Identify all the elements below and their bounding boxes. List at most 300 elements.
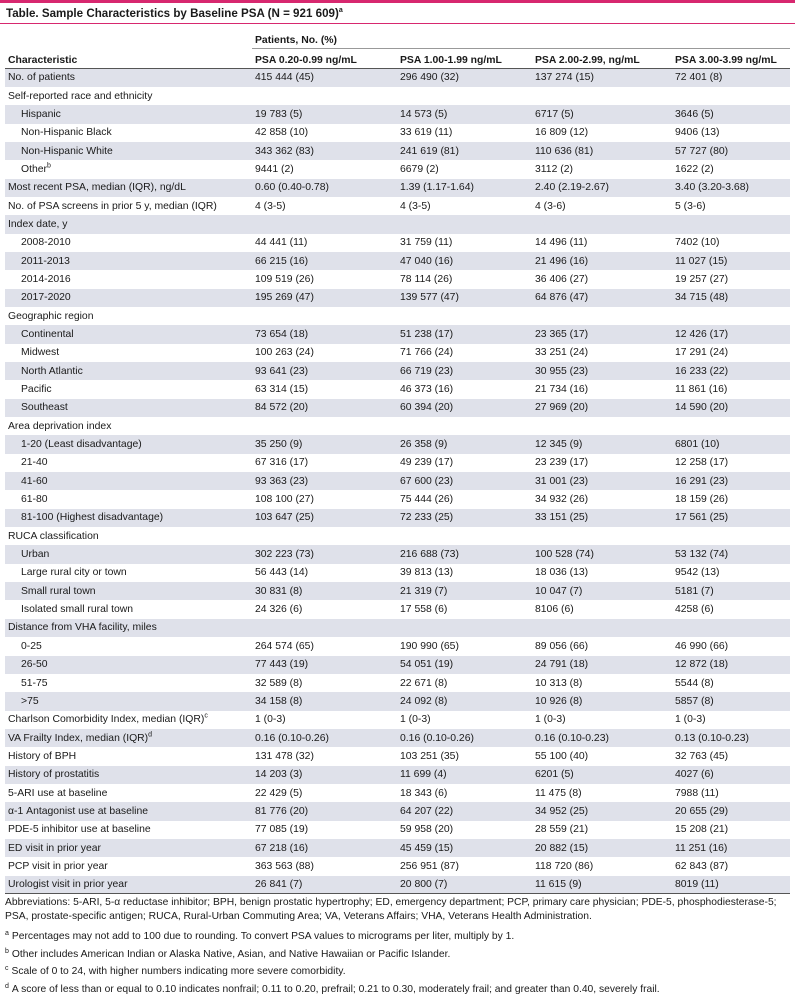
cell-value: 9406 (13) bbox=[675, 127, 720, 139]
cell-value bbox=[532, 527, 672, 545]
cell-value: 3646 (5) bbox=[675, 108, 714, 120]
row-label-text: Pacific bbox=[21, 384, 52, 396]
cell-value: 67 600 (23) bbox=[400, 475, 454, 487]
row-label-text: Continental bbox=[21, 328, 74, 340]
cell-value: 21 734 (16) bbox=[535, 384, 589, 396]
cell-value: 18 159 (26) bbox=[675, 494, 729, 506]
cell-value: 34 158 (8) bbox=[255, 695, 303, 707]
table-row bbox=[5, 160, 790, 178]
cell-value: 14 496 (11) bbox=[535, 237, 588, 249]
cell-value bbox=[252, 527, 397, 545]
cell-value: 16 809 (12) bbox=[535, 127, 589, 139]
cell-value bbox=[532, 307, 672, 325]
cell-value: 131 478 (32) bbox=[255, 750, 314, 762]
row-label bbox=[5, 270, 252, 288]
cell-value: 1 (0-3) bbox=[255, 714, 286, 726]
cell-value: 0.16 (0.10-0.26) bbox=[400, 732, 474, 744]
row-label bbox=[5, 472, 252, 490]
cell-value: 1.39 (1.17-1.64) bbox=[400, 182, 474, 194]
table-body bbox=[5, 69, 790, 894]
cell-value: 7402 (10) bbox=[675, 237, 720, 249]
title-footnote-mark: a bbox=[338, 7, 343, 15]
cell-value: 9542 (13) bbox=[675, 567, 720, 579]
row-label-text: Urban bbox=[21, 549, 50, 561]
table-row bbox=[5, 545, 790, 563]
row-label-text: 41-60 bbox=[21, 475, 48, 487]
row-label bbox=[5, 564, 252, 582]
table-row bbox=[5, 711, 790, 729]
row-label bbox=[5, 142, 252, 160]
row-label bbox=[5, 490, 252, 508]
row-label-text: Most recent PSA, median (IQR), ng/dL bbox=[8, 182, 186, 194]
table-row bbox=[5, 582, 790, 600]
table-row bbox=[5, 564, 790, 582]
cell-value: 11 615 (9) bbox=[532, 876, 672, 894]
row-label-text: Urologist visit in prior year bbox=[8, 879, 128, 891]
table-row bbox=[5, 821, 790, 839]
cell-value: 22 429 (5) bbox=[255, 787, 303, 799]
cell-value: 46 990 (66) bbox=[675, 640, 729, 652]
row-label-text: PDE-5 inhibitor use at baseline bbox=[8, 824, 151, 836]
cell-value: 54 051 (19) bbox=[400, 659, 454, 671]
cell-value: 4 (3-5) bbox=[255, 200, 286, 212]
cell-value: 67 316 (17) bbox=[255, 457, 309, 469]
cell-value: 18 343 (6) bbox=[400, 787, 448, 799]
row-label-text: Small rural town bbox=[21, 585, 96, 597]
cell-value bbox=[252, 307, 397, 325]
row-label bbox=[5, 179, 252, 197]
cell-value: 11 861 (16) bbox=[675, 384, 728, 396]
row-label-text: Self-reported race and ethnicity bbox=[8, 90, 153, 102]
row-label bbox=[5, 160, 252, 178]
table-row bbox=[5, 142, 790, 160]
cell-value: 17 558 (6) bbox=[400, 604, 448, 616]
cell-value: 0.13 (0.10-0.23) bbox=[675, 732, 749, 744]
cell-value: 363 563 (88) bbox=[255, 860, 314, 872]
column-header-psa-2-00: PSA 2.00-2.99, ng/mL bbox=[532, 49, 672, 69]
cell-value bbox=[532, 619, 672, 637]
row-label-text: Large rural city or town bbox=[21, 567, 127, 579]
cell-value: 110 636 (81) bbox=[535, 145, 594, 157]
row-label-text: North Atlantic bbox=[21, 365, 83, 377]
table-footnotes bbox=[5, 896, 790, 996]
cell-value: 216 688 (73) bbox=[400, 549, 459, 561]
cell-value: 63 314 (15) bbox=[255, 384, 309, 396]
cell-value bbox=[532, 417, 672, 435]
table-row bbox=[5, 490, 790, 508]
footnote-b-mark: b bbox=[5, 947, 9, 955]
table-row bbox=[5, 857, 790, 875]
table-row bbox=[5, 766, 790, 784]
cell-value: 1 (0-3) bbox=[675, 714, 706, 726]
table-row bbox=[5, 399, 790, 417]
row-label bbox=[5, 674, 252, 692]
table-row bbox=[5, 656, 790, 674]
cell-value: 77 443 (19) bbox=[255, 659, 309, 671]
cell-value: 4 (3-5) bbox=[400, 200, 431, 212]
row-label bbox=[5, 307, 252, 325]
cell-value: 84 572 (20) bbox=[255, 402, 309, 414]
cell-value: 10 313 (8) bbox=[535, 677, 583, 689]
cell-value bbox=[252, 417, 397, 435]
footnote-a-mark: a bbox=[5, 930, 9, 938]
table-row bbox=[5, 325, 790, 343]
row-label bbox=[5, 802, 252, 820]
cell-value: 264 574 (65) bbox=[255, 640, 314, 652]
row-label-text: 81-100 (Highest disadvantage) bbox=[21, 512, 164, 524]
cell-value: 72 233 (25) bbox=[400, 512, 454, 524]
row-label-text: VA Frailty Index, median (IQR) bbox=[8, 732, 149, 744]
row-label-text: 51-75 bbox=[21, 677, 48, 689]
table-row bbox=[5, 876, 790, 894]
row-footnote-mark: c bbox=[204, 712, 208, 720]
row-label-text: Non-Hispanic Black bbox=[21, 127, 112, 139]
cell-value: 77 085 (19) bbox=[255, 824, 309, 836]
cell-value: 33 151 (25) bbox=[535, 512, 589, 524]
row-footnote-mark: b bbox=[47, 162, 51, 170]
row-label-text: History of BPH bbox=[8, 750, 77, 762]
cell-value: 6717 (5) bbox=[535, 108, 574, 120]
cell-value: 0.60 (0.40-0.78) bbox=[255, 182, 329, 194]
cell-value: 256 951 (87) bbox=[400, 860, 459, 872]
cell-value: 11 475 (8) bbox=[535, 787, 582, 799]
row-label bbox=[5, 454, 252, 472]
row-label-text: α-1 Antagonist use at baseline bbox=[8, 805, 149, 817]
characteristics-table bbox=[5, 24, 790, 894]
row-label-text: 2008-2010 bbox=[21, 237, 71, 249]
row-label-text: Index date, y bbox=[8, 218, 68, 230]
cell-value: 30 831 (8) bbox=[255, 585, 303, 597]
cell-value: 2.40 (2.19-2.67) bbox=[535, 182, 609, 194]
cell-value: 24 092 (8) bbox=[400, 695, 448, 707]
cell-value: 67 218 (16) bbox=[255, 842, 309, 854]
footnote-a bbox=[5, 930, 790, 944]
cell-value: 36 406 (27) bbox=[535, 273, 589, 285]
row-label bbox=[5, 435, 252, 453]
cell-value: 241 619 (81) bbox=[400, 145, 459, 157]
header-group-row bbox=[5, 24, 790, 49]
row-footnote-mark: d bbox=[148, 731, 153, 739]
row-label bbox=[5, 362, 252, 380]
section-row bbox=[5, 417, 790, 435]
cell-value: 28 559 (21) bbox=[535, 824, 589, 836]
row-label bbox=[5, 87, 252, 105]
cell-value: 93 641 (23) bbox=[255, 365, 309, 377]
table-row bbox=[5, 380, 790, 398]
cell-value: 56 443 (14) bbox=[255, 567, 309, 579]
row-label-text: 26-50 bbox=[21, 659, 48, 671]
cell-value: 5 (3-6) bbox=[675, 200, 706, 212]
cell-value: 103 251 (35) bbox=[400, 750, 459, 762]
row-label-text: Midwest bbox=[21, 347, 60, 359]
row-label-text: Area deprivation index bbox=[8, 420, 112, 432]
row-label bbox=[5, 692, 252, 710]
cell-value: 10 047 (7) bbox=[535, 585, 583, 597]
cell-value bbox=[397, 307, 532, 325]
cell-value: 19 257 (27) bbox=[675, 273, 729, 285]
cell-value: 415 444 (45) bbox=[255, 72, 314, 84]
row-label bbox=[5, 215, 252, 233]
cell-value: 24 791 (18) bbox=[535, 659, 589, 671]
cell-value: 47 040 (16) bbox=[400, 255, 454, 267]
cell-value: 34 952 (25) bbox=[535, 805, 589, 817]
cell-value: 4027 (6) bbox=[675, 769, 714, 781]
cell-value: 195 269 (47) bbox=[255, 292, 314, 304]
row-label-text: No. of patients bbox=[8, 72, 76, 84]
row-label-text: 2014-2016 bbox=[21, 273, 71, 285]
table-row bbox=[5, 435, 790, 453]
cell-value: 93 363 (23) bbox=[255, 475, 309, 487]
cell-value: 73 654 (18) bbox=[255, 328, 309, 340]
abbreviations-note: Abbreviations: 5-ARI, 5-α reductase inhibitor; BPH, benign prostatic hypertrophy; ED, emergency department; PCP, primary care physician; PDE-5, phosphodiesterase-5; PSA, prostate-specific antigen; RUCA, Rural-Urban Commuting Area; VA, Veterans Affairs; VHA, Veterans Health Administration. bbox=[5, 897, 777, 922]
cell-value: 11 251 (16) bbox=[675, 842, 728, 854]
cell-value: 15 208 (21) bbox=[675, 824, 729, 836]
cell-value: 17 561 (25) bbox=[675, 512, 729, 524]
cell-value: 12 258 (17) bbox=[675, 457, 729, 469]
row-label bbox=[5, 876, 252, 894]
column-header-psa-0-20: PSA 0.20-0.99 ng/mL bbox=[252, 49, 397, 69]
cell-value: 108 100 (27) bbox=[255, 494, 314, 506]
row-label-text: History of prostatitis bbox=[8, 769, 100, 781]
row-label-text: 21-40 bbox=[21, 457, 48, 469]
cell-value: 33 619 (11) bbox=[400, 127, 453, 139]
cell-value: 42 858 (10) bbox=[255, 127, 309, 139]
cell-value bbox=[252, 215, 397, 233]
cell-value: 14 203 (3) bbox=[255, 769, 303, 781]
table-row bbox=[5, 344, 790, 362]
cell-value: 16 291 (23) bbox=[675, 475, 729, 487]
table-row bbox=[5, 234, 790, 252]
footnote-c-mark: c bbox=[5, 965, 9, 973]
table-row bbox=[5, 270, 790, 288]
cell-value: 4258 (6) bbox=[675, 604, 714, 616]
cell-value: 26 841 (7) bbox=[252, 876, 397, 894]
cell-value bbox=[672, 87, 790, 105]
cell-value: 4 (3-6) bbox=[535, 200, 566, 212]
cell-value: 51 238 (17) bbox=[400, 328, 454, 340]
table-row bbox=[5, 509, 790, 527]
header-spacer bbox=[5, 24, 252, 49]
footnote-c-text: Scale of 0 to 24, with higher numbers indicating more severe comorbidity. bbox=[11, 966, 346, 978]
table-row bbox=[5, 179, 790, 197]
cell-value: 53 132 (74) bbox=[675, 549, 729, 561]
cell-value: 0.16 (0.10-0.26) bbox=[255, 732, 329, 744]
cell-value: 12 345 (9) bbox=[535, 439, 583, 451]
cell-value: 12 426 (17) bbox=[675, 328, 729, 340]
cell-value bbox=[532, 87, 672, 105]
row-label-text: Distance from VHA facility, miles bbox=[8, 622, 157, 634]
row-label-text: Charlson Comorbidity Index, median (IQR) bbox=[8, 714, 205, 726]
row-label-text: Isolated small rural town bbox=[21, 604, 134, 616]
table-row bbox=[5, 674, 790, 692]
row-label bbox=[5, 545, 252, 563]
cell-value: 16 233 (22) bbox=[675, 365, 729, 377]
table-row bbox=[5, 362, 790, 380]
cell-value: 39 813 (13) bbox=[400, 567, 454, 579]
cell-value: 34 932 (26) bbox=[535, 494, 589, 506]
footnote-b bbox=[5, 948, 790, 962]
cell-value bbox=[252, 87, 397, 105]
cell-value: 72 401 (8) bbox=[675, 72, 723, 84]
footnote-d-mark: d bbox=[5, 982, 9, 990]
cell-value: 10 926 (8) bbox=[535, 695, 583, 707]
table-row bbox=[5, 454, 790, 472]
cell-value: 57 727 (80) bbox=[675, 145, 729, 157]
header-row bbox=[5, 49, 790, 69]
table-row bbox=[5, 124, 790, 142]
cell-value: 296 490 (32) bbox=[400, 72, 459, 84]
cell-value: 64 207 (22) bbox=[400, 805, 454, 817]
row-label bbox=[5, 821, 252, 839]
cell-value: 44 441 (11) bbox=[255, 237, 308, 249]
cell-value: 81 776 (20) bbox=[255, 805, 309, 817]
row-label bbox=[5, 124, 252, 142]
row-label-text: Geographic region bbox=[8, 310, 94, 322]
cell-value: 9441 (2) bbox=[255, 163, 294, 175]
cell-value: 1 (0-3) bbox=[535, 714, 566, 726]
row-label-text: Other bbox=[21, 163, 47, 175]
row-label-text: 1-20 (Least disadvantage) bbox=[21, 439, 142, 451]
cell-value: 21 319 (7) bbox=[400, 585, 448, 597]
row-label-text: Hispanic bbox=[21, 108, 61, 120]
table-row bbox=[5, 692, 790, 710]
cell-value: 32 763 (45) bbox=[675, 750, 729, 762]
cell-value: 20 800 (7) bbox=[397, 876, 532, 894]
cell-value: 21 496 (16) bbox=[535, 255, 589, 267]
table-row bbox=[5, 784, 790, 802]
cell-value: 5181 (7) bbox=[675, 585, 714, 597]
row-label bbox=[5, 729, 252, 747]
column-header-characteristic: Characteristic bbox=[5, 49, 252, 69]
cell-value bbox=[672, 417, 790, 435]
cell-value: 302 223 (73) bbox=[255, 549, 314, 561]
cell-value bbox=[672, 307, 790, 325]
table-row bbox=[5, 472, 790, 490]
cell-value: 66 719 (23) bbox=[400, 365, 454, 377]
cell-value: 6801 (10) bbox=[675, 439, 720, 451]
cell-value: 20 882 (15) bbox=[535, 842, 589, 854]
cell-value: 62 843 (87) bbox=[675, 860, 729, 872]
cell-value: 19 783 (5) bbox=[255, 108, 303, 120]
row-label bbox=[5, 399, 252, 417]
cell-value: 8106 (6) bbox=[535, 604, 574, 616]
cell-value: 89 056 (66) bbox=[535, 640, 589, 652]
row-label bbox=[5, 527, 252, 545]
cell-value: 46 373 (16) bbox=[400, 384, 454, 396]
column-header-psa-3-00: PSA 3.00-3.99 ng/mL bbox=[672, 49, 790, 69]
cell-value: 7988 (11) bbox=[675, 787, 719, 799]
row-label bbox=[5, 417, 252, 435]
cell-value: 139 577 (47) bbox=[400, 292, 459, 304]
row-label bbox=[5, 289, 252, 307]
cell-value: 22 671 (8) bbox=[400, 677, 448, 689]
cell-value: 45 459 (15) bbox=[400, 842, 454, 854]
table-row bbox=[5, 252, 790, 270]
table-title bbox=[0, 3, 795, 24]
table-row bbox=[5, 105, 790, 123]
cell-value: 18 036 (13) bbox=[535, 567, 589, 579]
row-label bbox=[5, 344, 252, 362]
cell-value: 33 251 (24) bbox=[535, 347, 589, 359]
cell-value: 31 759 (11) bbox=[400, 237, 453, 249]
cell-value: 75 444 (26) bbox=[400, 494, 454, 506]
row-label bbox=[5, 252, 252, 270]
row-label bbox=[5, 766, 252, 784]
row-label bbox=[5, 582, 252, 600]
row-label bbox=[5, 234, 252, 252]
table-row bbox=[5, 729, 790, 747]
row-label-text: 2017-2020 bbox=[21, 292, 71, 304]
row-label bbox=[5, 637, 252, 655]
section-row bbox=[5, 307, 790, 325]
cell-value bbox=[672, 527, 790, 545]
cell-value: 103 647 (25) bbox=[255, 512, 314, 524]
row-label-text: RUCA classification bbox=[8, 530, 99, 542]
cell-value: 5857 (8) bbox=[675, 695, 714, 707]
cell-value bbox=[397, 417, 532, 435]
cell-value: 14 573 (5) bbox=[400, 108, 448, 120]
cell-value: 3.40 (3.20-3.68) bbox=[675, 182, 749, 194]
table-row bbox=[5, 600, 790, 618]
row-label-text: Non-Hispanic White bbox=[21, 145, 113, 157]
section-row bbox=[5, 527, 790, 545]
cell-value: 5544 (8) bbox=[675, 677, 714, 689]
cell-value: 11 699 (4) bbox=[400, 769, 447, 781]
cell-value: 60 394 (20) bbox=[400, 402, 454, 414]
row-label bbox=[5, 839, 252, 857]
footnote-c bbox=[5, 965, 790, 979]
row-label bbox=[5, 747, 252, 765]
cell-value: 17 291 (24) bbox=[675, 347, 729, 359]
cell-value: 8019 (11) bbox=[672, 876, 790, 894]
cell-value: 1 (0-3) bbox=[400, 714, 431, 726]
table-row bbox=[5, 197, 790, 215]
cell-value: 3112 (2) bbox=[535, 163, 573, 175]
section-row bbox=[5, 619, 790, 637]
row-label bbox=[5, 711, 252, 729]
cell-value: 32 589 (8) bbox=[255, 677, 303, 689]
footnote-b-text: Other includes American Indian or Alaska Native, Asian, and Native Hawaiian or Pacific Islander. bbox=[11, 948, 451, 960]
cell-value: 6201 (5) bbox=[535, 769, 574, 781]
cell-value bbox=[397, 527, 532, 545]
row-label bbox=[5, 105, 252, 123]
section-row bbox=[5, 87, 790, 105]
cell-value: 100 528 (74) bbox=[535, 549, 594, 561]
cell-value bbox=[672, 619, 790, 637]
row-label bbox=[5, 619, 252, 637]
cell-value: 64 876 (47) bbox=[535, 292, 589, 304]
footnote-d bbox=[5, 983, 790, 997]
column-header-psa-1-00: PSA 1.00-1.99 ng/mL bbox=[397, 49, 532, 69]
cell-value: 35 250 (9) bbox=[255, 439, 303, 451]
cell-value: 23 365 (17) bbox=[535, 328, 589, 340]
row-label bbox=[5, 380, 252, 398]
cell-value: 66 215 (16) bbox=[255, 255, 309, 267]
cell-value: 100 263 (24) bbox=[255, 347, 314, 359]
footnote-a-text: Percentages may not add to 100 due to rounding. To convert PSA values to micrograms per liter, multiply by 1. bbox=[11, 931, 515, 943]
cell-value: 49 239 (17) bbox=[400, 457, 454, 469]
row-label bbox=[5, 325, 252, 343]
table-row bbox=[5, 289, 790, 307]
cell-value: 31 001 (23) bbox=[535, 475, 589, 487]
row-label-text: Southeast bbox=[21, 402, 68, 414]
table-title-text: Table. Sample Characteristics by Baseline PSA (N = 921 609) bbox=[6, 7, 339, 20]
cell-value: 1622 (2) bbox=[675, 163, 714, 175]
cell-value: 71 766 (24) bbox=[400, 347, 454, 359]
row-label bbox=[5, 509, 252, 527]
cell-value: 30 955 (23) bbox=[535, 365, 589, 377]
table-row bbox=[5, 839, 790, 857]
